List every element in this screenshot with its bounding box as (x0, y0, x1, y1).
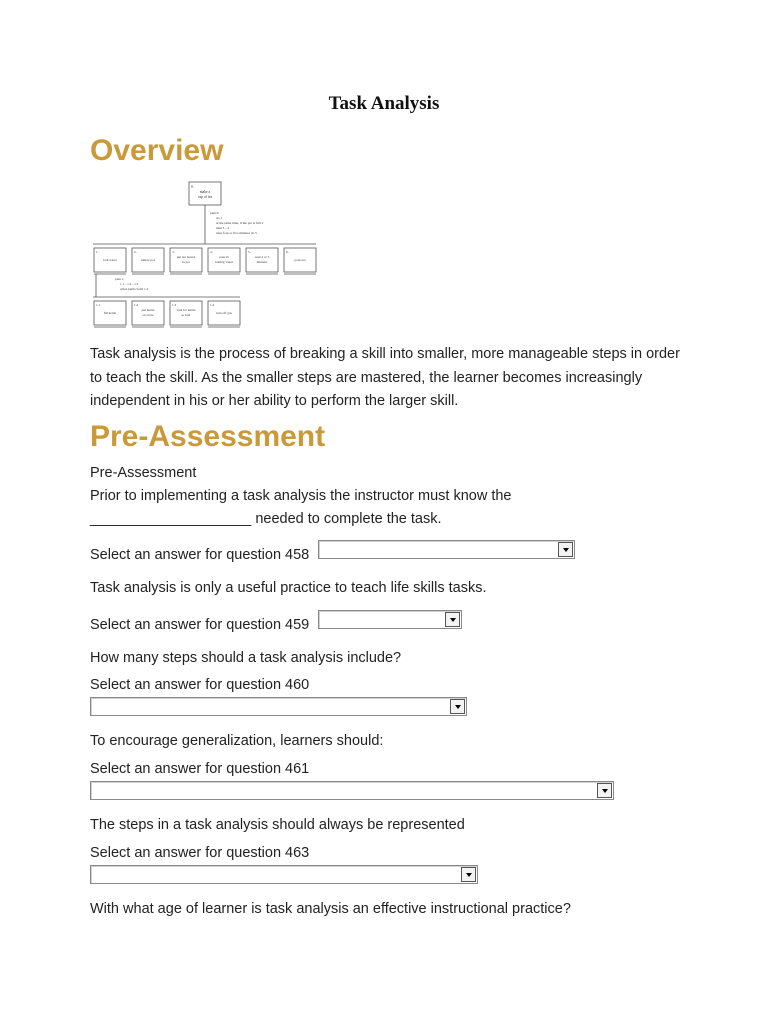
diagram-substep-num: 1.4 (210, 303, 215, 307)
diagram-substep-label: fill kettle (103, 311, 117, 315)
diagram-step-label: empty pot (141, 258, 155, 262)
question-461-prompt: Select an answer for question 461 (90, 761, 310, 777)
preassessment-heading: Pre-Assessment (90, 420, 326, 453)
question-463-prompt: Select an answer for question 463 (90, 845, 310, 861)
diagram-step-label: boil water (103, 258, 117, 262)
page-title: Task Analysis (328, 93, 440, 114)
diagram-step-num: 1. (96, 250, 99, 254)
diagram-root-num: 0. (191, 185, 194, 189)
overview-paragraph: Task analysis is the process of breaking a skill into smaller, more manageable steps in order to teach the skill. As the smaller steps are mastered, the learner becomes increasingly independent in his or her ability to perform the larger skill. (90, 346, 680, 409)
question-460-select[interactable] (90, 697, 467, 716)
question-age-text: With what age of learner is task analysis an effective instructional practice? (90, 901, 571, 917)
chevron-down-icon[interactable] (445, 612, 460, 627)
diagram-step-label: put tea leaves (176, 255, 196, 259)
diagram-substep-label: turn off gas (216, 311, 232, 315)
question-459-prompt: Select an answer for question 459 (90, 617, 310, 633)
question-460-prompt: Select an answer for question 460 (90, 677, 310, 693)
diagram-root-line2: cup of tea (197, 195, 213, 199)
diagram-step-num: 6. (286, 250, 289, 254)
question-459-select[interactable] (318, 610, 462, 629)
diagram-substep-num: 1.2 (134, 303, 139, 307)
diagram-step-num: 2. (134, 250, 137, 254)
question-460-text: How many steps should a task analysis include? (90, 650, 402, 666)
diagram-substep-label: wait for kettle (176, 308, 196, 312)
diagram-plan0-line: plan 0: (210, 211, 220, 215)
question-459-text: Task analysis is only a useful practice to teach life skills tasks. (90, 580, 487, 596)
diagram-step-label: boiling water (215, 260, 233, 264)
diagram-step-num: 4. (210, 250, 213, 254)
question-463-select[interactable] (90, 865, 478, 884)
diagram-step-num: 3. (172, 250, 175, 254)
diagram-plan1-line: 1.1 - 1.2 - 1.3 (120, 282, 139, 286)
diagram-substep-num: 1.1 (96, 303, 101, 307)
diagram-plan1-line: plan 1: (115, 277, 125, 281)
preassessment-label: Pre-Assessment (90, 465, 197, 481)
question-463-text: The steps in a task analysis should always be represented (90, 817, 465, 833)
diagram-step-label: in pot (182, 260, 190, 264)
diagram-plan0-line: at the same time, if the pot is full 2 (216, 221, 264, 225)
diagram-plan0-line: after four or five minutes do 5 (216, 231, 257, 235)
diagram-step-label: pour in (219, 255, 229, 259)
diagram-substep-label: put kettle (141, 308, 155, 312)
question-458-text-line2: ____________________ needed to complete the task. (90, 511, 442, 527)
task-analysis-diagram (90, 178, 330, 333)
diagram-plan1-line: when kettle boils 1.4 (120, 287, 149, 291)
question-461-select[interactable] (90, 781, 614, 800)
diagram-plan0-line: then 3 - 4 (216, 226, 229, 230)
diagram-root-line1: make a (199, 190, 211, 194)
diagram-substep-label: on stove (142, 313, 154, 317)
chevron-down-icon[interactable] (558, 542, 573, 557)
diagram-step-label: minutes (256, 260, 268, 264)
diagram-plan0-line: do 1 (216, 216, 222, 220)
question-458-prompt: Select an answer for question 458 (90, 547, 310, 563)
question-461-text: To encourage generalization, learners should: (90, 733, 384, 749)
question-458-select[interactable] (318, 540, 575, 559)
diagram-substep-num: 1.3 (172, 303, 177, 307)
diagram-step-label: pour tea (294, 258, 306, 262)
diagram-substep-label: to boil (181, 313, 191, 317)
overview-heading: Overview (90, 134, 224, 167)
diagram-step-label: wait 4 or 5 (254, 255, 270, 259)
chevron-down-icon[interactable] (461, 867, 476, 882)
chevron-down-icon[interactable] (450, 699, 465, 714)
diagram-step-num: 5. (248, 250, 251, 254)
question-458-text-line1: Prior to implementing a task analysis the instructor must know the (90, 488, 512, 504)
chevron-down-icon[interactable] (597, 783, 612, 798)
